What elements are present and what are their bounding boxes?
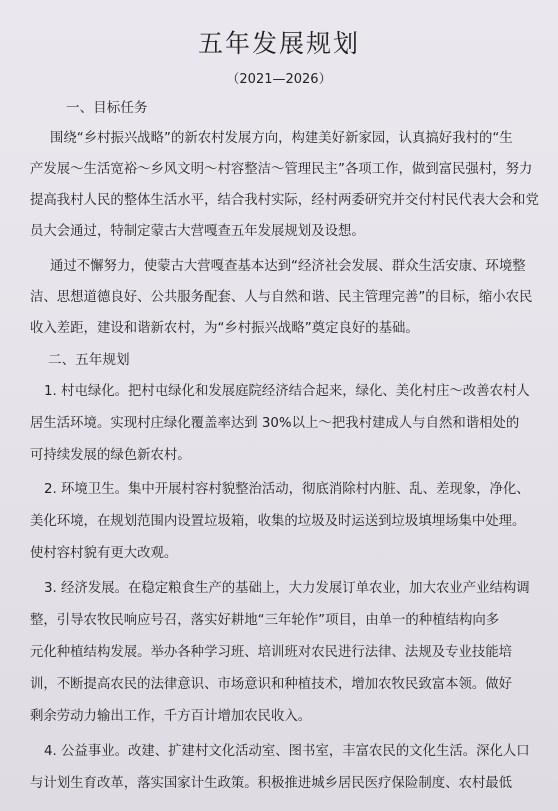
paragraph-line: 围绕“乡村振兴战略”的新农村发展方向，构建美好新家园，认真搞好我村的“生: [50, 131, 513, 146]
paragraph-line: 训，不断提高农民的法律意识、市场意识和种植技术，增加农牧民致富本领。做好: [30, 677, 513, 692]
paragraph-line: 元化种植结构发展。举办各种学习班、培训班对农民进行法律、法规及专业技能培: [30, 645, 513, 660]
paragraph-line: 4. 公益事业。改建、扩建村文化活动室、图书室，丰富农民的文化生活。深化人口: [44, 744, 530, 759]
paragraph-line: 提高我村人民的整体生活水平，结合我村实际，经村两委研究并交付村民代表大会和党: [30, 193, 539, 208]
paragraph-line: 使村容村貌有更大改观。: [30, 546, 178, 561]
paragraph-line: 整，引导农牧民响应号召，落实好耕地“三年轮作”项目，由单一的种植结构向多: [30, 613, 500, 628]
paragraph-line: 洁、思想道德良好、公共服务配套、人与自然和谐、民主管理完善”的目标，缩小农民: [30, 290, 533, 305]
paragraph-line: 2. 环境卫生。集中开展村容村貌整治活动，彻底消除村内脏、乱、差现象，净化、: [44, 482, 530, 497]
document-years: （2021—2026）: [226, 72, 332, 87]
heading-plan: 二、五年规划: [48, 352, 130, 368]
paragraph-line: 1. 村屯绿化。把村屯绿化和发展庭院经济结合起来，绿化、美化村庄～改善农村人: [44, 384, 530, 399]
paragraph-line: 通过不懈努力，使蒙古大营嘎查基本达到“经济社会发展、群众生活安康、环境整: [50, 259, 526, 274]
paragraph-line: 3. 经济发展。在稳定粮食生产的基础上，大力发展订单农业，加大农业产业结构调: [44, 581, 530, 596]
paragraph-line: 收入差距，建设和谐新农村，为“乡村振兴战略”奠定良好的基础。: [30, 321, 419, 336]
paragraph-line: 美化环境，在规划范围内设置垃圾箱，收集的垃圾及时运送到垃圾填埋场集中处理。: [30, 514, 526, 529]
paragraph-line: 员大会通过，特制定蒙古大营嘎查五年发展规划及设想。: [30, 224, 365, 239]
paragraph-line: 可持续发展的绿色新农村。: [30, 448, 191, 463]
paragraph-line: 产发展～生活宽裕～乡风文明～村容整洁～管理民主”各项工作，做到富民强村，努力: [30, 162, 533, 177]
paragraph-line: 居生活环境。实现村庄绿化覆盖率达到 30%以上～把我村建成人与自然和谐相处的: [30, 416, 520, 431]
heading-goal: 一、目标任务: [66, 100, 148, 116]
paragraph-line: 与计划生育改革，落实国家计生政策。积极推进城乡居民医疗保险制度、农村最低: [30, 776, 513, 791]
document-title: 五年发展规划: [197, 29, 360, 58]
paragraph-line: 剩余劳动力输出工作，千方百计增加农民收入。: [30, 709, 312, 724]
